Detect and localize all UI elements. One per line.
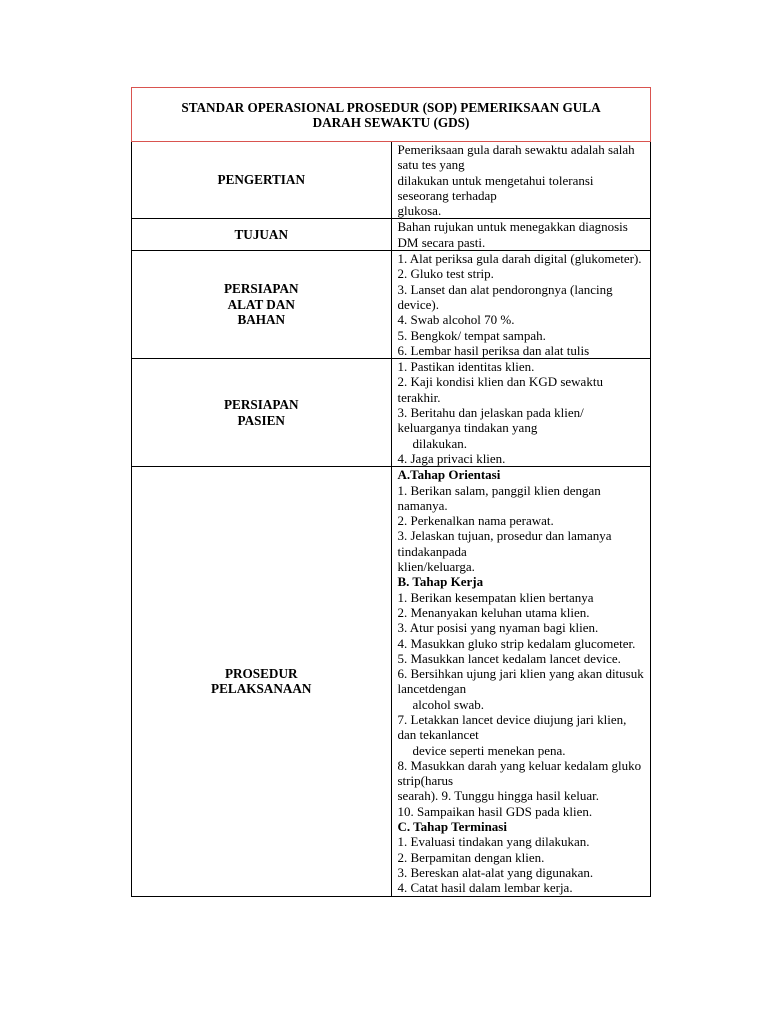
- label-line: BAHAN: [237, 312, 286, 328]
- list-item: 8. Masukkan darah yang keluar kedalam gluko strip(harus: [397, 757, 645, 789]
- list-item: 4. Jaga privaci klien.: [397, 450, 506, 466]
- text-line: Pemeriksaan gula darah sewaktu adalah salah satu tes yang: [397, 142, 638, 173]
- label-line: PERSIAPAN: [224, 397, 299, 413]
- text-line: glukosa.: [397, 203, 442, 219]
- title-cell: [132, 88, 651, 142]
- list-item: 4. Masukkan gluko strip kedalam glucometer.: [397, 635, 636, 651]
- list-item: 3. Atur posisi yang nyaman bagi klien.: [397, 620, 599, 636]
- list-item-continuation: alcohol swab.: [412, 696, 484, 712]
- label-persiapan-pasien: [132, 359, 392, 467]
- list-item: 3. Jelaskan tujuan, prosedur dan lamanya tindakanpada: [397, 528, 615, 559]
- label-prosedur-pelaksanaan: [132, 467, 392, 896]
- list-item: 5. Bengkok/ tempat sampah.: [397, 327, 546, 343]
- row-persiapan-pasien: [132, 359, 651, 467]
- label-persiapan-alat: [132, 251, 392, 359]
- list-item: 2. Kaji kondisi klien dan KGD sewaktu terakhir.: [397, 374, 607, 405]
- list-item: 1. Berikan kesempatan klien bertanya: [397, 589, 594, 605]
- list-item: 2. Berpamitan dengan klien.: [397, 849, 545, 865]
- list-item: 1. Berikan salam, panggil klien dengan namanya.: [397, 482, 605, 513]
- text-line: Bahan rujukan untuk menegakkan diagnosis DM secara pasti.: [397, 219, 632, 250]
- list-item: 1. Alat periksa gula darah digital (glukometer).: [397, 251, 642, 267]
- list-item: 3. Beritahu dan jelaskan pada klien/ keluarganya tindakan yang: [397, 405, 588, 436]
- value-prosedur-pelaksanaan: [391, 467, 651, 896]
- label-tujuan: TUJUAN: [132, 219, 392, 251]
- label-pengertian: PENGERTIAN: [132, 142, 392, 219]
- row-tujuan: [132, 219, 651, 251]
- label-line: PERSIAPAN: [224, 281, 299, 297]
- list-item: 1. Pastikan identitas klien.: [397, 359, 535, 375]
- label-line: PELAKSANAAN: [211, 681, 312, 697]
- sop-table: [131, 87, 651, 897]
- list-item: 3. Bereskan alat-alat yang digunakan.: [397, 864, 594, 880]
- title-line-1: STANDAR OPERASIONAL PROSEDUR (SOP) PEMERIKSAAN GULA: [181, 99, 601, 115]
- list-item: 4. Swab alcohol 70 %.: [397, 312, 515, 328]
- list-item-continuation: dilakukan.: [412, 435, 468, 451]
- list-item: 2. Menanyakan keluhan utama klien.: [397, 604, 590, 620]
- document-title: [132, 100, 650, 130]
- list-item: 10. Sampaikan hasil GDS pada klien.: [397, 803, 593, 819]
- text-line: dilakukan untuk mengetahui toleransi seseorang terhadap: [397, 172, 597, 203]
- list-item-continuation: klien/keluarga.: [397, 559, 475, 575]
- row-prosedur-pelaksanaan: [132, 467, 651, 896]
- value-pengertian: [391, 142, 651, 219]
- list-item-continuation: device seperti menekan pena.: [412, 742, 566, 758]
- label-line: ALAT DAN: [227, 296, 295, 312]
- row-pengertian: [132, 142, 651, 219]
- list-item: 6. Lembar hasil periksa dan alat tulis: [397, 342, 590, 358]
- title-row: [132, 88, 651, 142]
- title-line-2: DARAH SEWAKTU (GDS): [312, 114, 470, 130]
- list-item: 2. Gluko test strip.: [397, 266, 494, 282]
- list-item: 6. Bersihkan ujung jari klien yang akan ditusuk lancetdengan: [397, 666, 647, 697]
- list-item: 3. Lanset dan alat pendorongnya (lancing device).: [397, 281, 616, 312]
- list-item: 4. Catat hasil dalam lembar kerja.: [397, 880, 573, 896]
- section-heading-kerja: B. Tahap Kerja: [397, 574, 484, 590]
- section-heading-orientasi: A.Tahap Orientasi: [397, 467, 501, 483]
- label-line: PASIEN: [237, 412, 285, 428]
- list-item: 1. Evaluasi tindakan yang dilakukan.: [397, 834, 590, 850]
- value-persiapan-pasien: [391, 359, 651, 467]
- value-persiapan-alat: [391, 251, 651, 359]
- list-item: 2. Perkenalkan nama perawat.: [397, 513, 554, 529]
- section-heading-terminasi: C. Tahap Terminasi: [397, 819, 507, 835]
- list-item: 7. Letakkan lancet device diujung jari klien, dan tekanlancet: [397, 711, 630, 743]
- list-item-continuation: searah). 9. Tunggu hingga hasil keluar.: [397, 788, 599, 804]
- label-line: PROSEDUR: [224, 665, 298, 681]
- list-item: 5. Masukkan lancet kedalam lancet device.: [397, 650, 621, 666]
- row-persiapan-alat: [132, 251, 651, 359]
- value-tujuan: [391, 219, 651, 251]
